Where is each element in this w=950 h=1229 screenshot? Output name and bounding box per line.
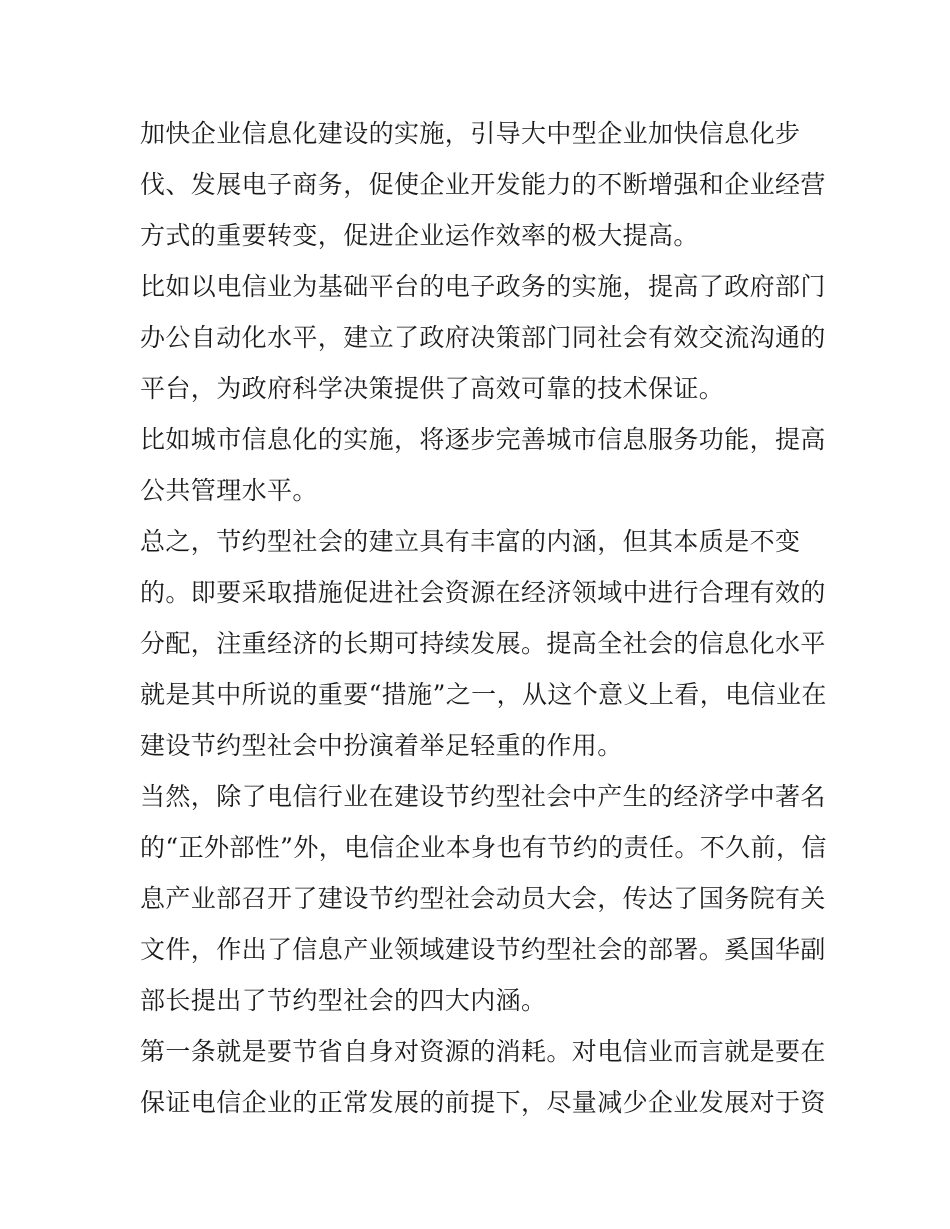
text-line: 保证电信企业的正常发展的前提下，尽量减少企业发展对于资 <box>140 1088 826 1117</box>
text-line: 当然，除了电信行业在建设节约型社会中产生的经济学中著名 <box>140 782 826 811</box>
text-line: 就是其中所说的重要“措施”之一，从这个意义上看，电信业在 <box>140 680 827 709</box>
text-line: 文件，作出了信息产业领域建设节约型社会的部署。奚国华副 <box>140 935 826 964</box>
text-line: 平台，为政府科学决策提供了高效可靠的技术保证。 <box>140 374 725 403</box>
text-line: 方式的重要转变，促进企业运作效率的极大提高。 <box>140 221 699 250</box>
text-line: 比如以电信业为基础平台的电子政务的实施，提高了政府部门 <box>140 272 826 301</box>
text-line: 总之，节约型社会的建立具有丰富的内涵，但其本质是不变 <box>140 527 801 556</box>
text-line: 的“正外部性”外，电信企业本身也有节约的责任。不久前，信 <box>140 833 827 862</box>
text-line: 公共管理水平。 <box>140 476 318 505</box>
text-line: 息产业部召开了建设节约型社会动员大会，传达了国务院有关 <box>140 884 826 913</box>
text-line: 第一条就是要节省自身对资源的消耗。对电信业而言就是要在 <box>140 1037 826 1066</box>
text-line: 分配，注重经济的长期可持续发展。提高全社会的信息化水平 <box>140 629 826 658</box>
text-line: 办公自动化水平，建立了政府决策部门同社会有效交流沟通的 <box>140 323 826 352</box>
text-line: 的。即要采取措施促进社会资源在经济领域中进行合理有效的 <box>140 578 826 607</box>
text-line: 部长提出了节约型社会的四大内涵。 <box>140 986 547 1015</box>
text-line: 加快企业信息化建设的实施，引导大中型企业加快信息化步 <box>140 119 801 148</box>
text-line: 建设节约型社会中扮演着举足轻重的作用。 <box>140 731 623 760</box>
text-line: 伐、发展电子商务，促使企业开发能力的不断增强和企业经营 <box>140 170 826 199</box>
text-line: 比如城市信息化的实施，将逐步完善城市信息服务功能，提高 <box>140 425 826 454</box>
body-text <box>140 108 827 1128</box>
